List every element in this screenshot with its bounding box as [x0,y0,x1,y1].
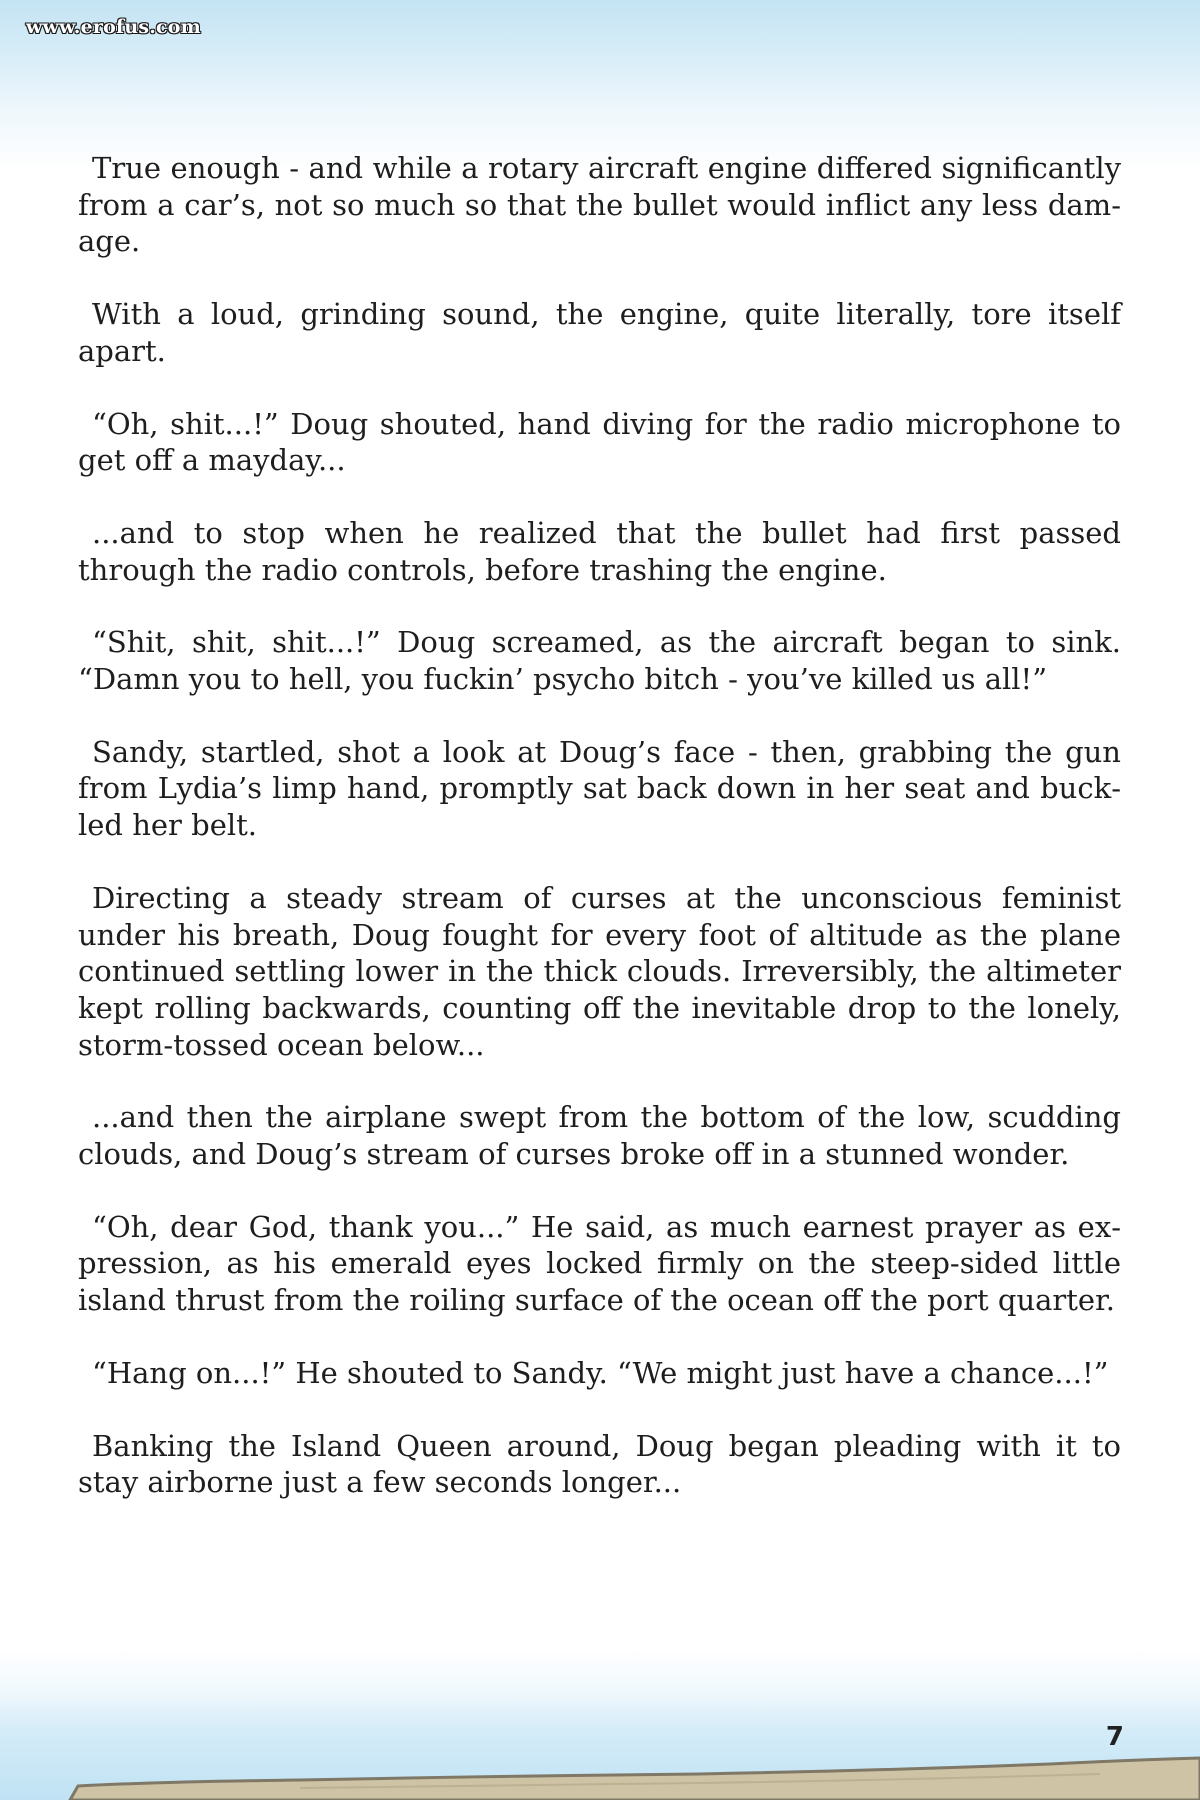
paragraph: “Oh, shit...!” Doug shouted, hand diving for the radio microphone to get off a mayday... [78,406,1121,478]
page-number: 7 [1105,1722,1124,1752]
paragraph: “Hang on...!” He shouted to Sandy. “We might just have a chance...!” [92,1355,1109,1390]
paragraph: ...and then the airplane swept from the bottom of the low, scudding clouds, and Doug’s stream of curses broke off in a stunned wonder. [78,1100,1121,1172]
paragraph: “Shit, shit, shit...!” Doug screamed, as the aircraft began to sink. “Damn you to hell, you fuckin’ psycho bitch - you’ve killed us all!” [78,625,1121,697]
paragraph: Directing a steady stream of curses at the unconscious feminist under his breath, Doug fought for every foot of altitude as the plane continued settling lower in the thick clouds. Irreversibly, the altimeter kept rolling backwards, counting off the inevitable drop to the lonely, storm-tossed ocean below... [78,880,1121,1062]
paragraph: ...and to stop when he realized that the bullet had first passed through the radio controls, before trashing the engine. [78,515,1121,587]
paragraph: “Oh, dear God, thank you...” He said, as much earnest prayer as expression, as his emerald eyes locked firmly on the steep-sided little island thrust from the roiling surface of the ocean off the port quarter. [78,1209,1121,1318]
watermark: www.erofus.com [26,16,201,38]
paragraph: With a loud, grinding sound, the engine, quite literally, tore itself apart. [78,297,1121,368]
paragraph: Sandy, startled, shot a look at Doug’s face - then, grabbing the gun from Lydia’s limp hand, promptly sat back down in her seat and buckled her belt. [78,734,1121,843]
paragraph: True enough - and while a rotary aircraft engine differed significantly from a car’s, not so much so that the bullet would inflict any less damage. [78,151,1121,259]
paragraph: Banking the Island Queen around, Doug began pleading with it to stay airborne just a few seconds longer... [78,1428,1121,1500]
sand-ground-illustration [0,1740,1200,1800]
story-text [78,150,1121,1537]
